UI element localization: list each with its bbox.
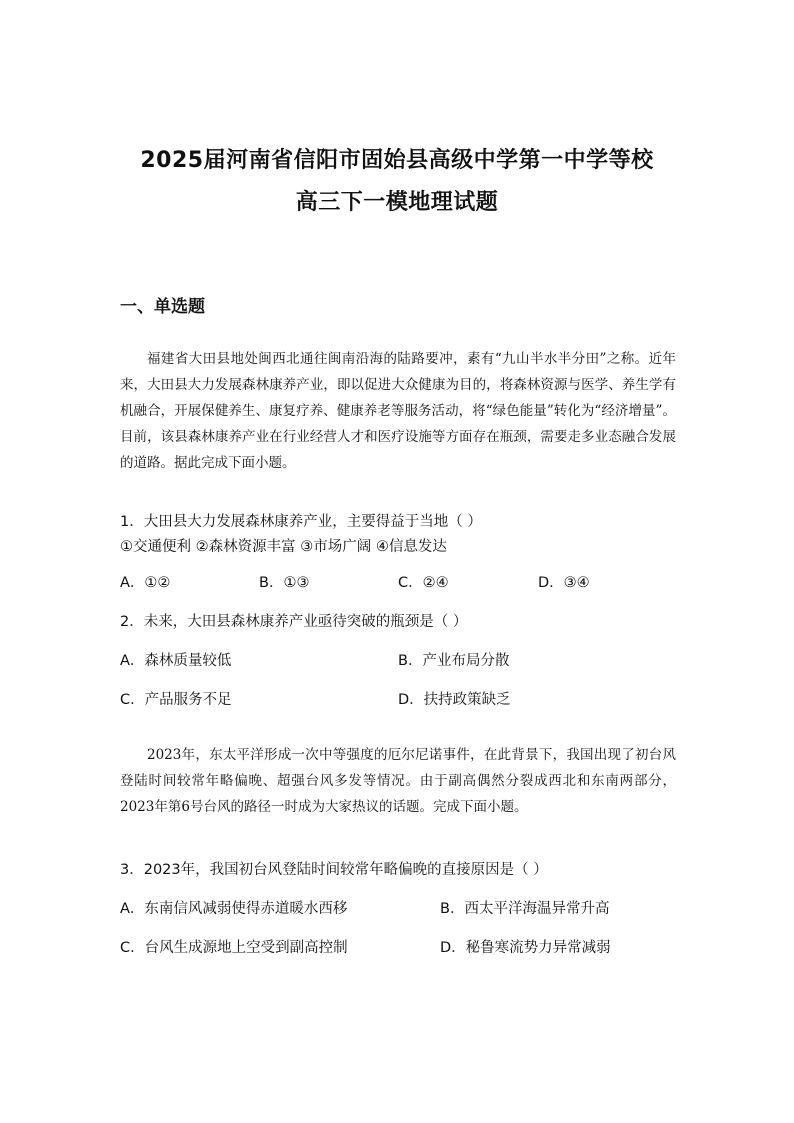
question-1-stem: 1．大田县大力发展森林康养产业，主要得益于当地（ ）: [120, 514, 482, 530]
question-3-option-b: B．西太平洋海温异常升高: [440, 901, 610, 917]
question-2-stem: 2．未来，大田县森林康养产业亟待突破的瓶颈是（ ）: [120, 614, 468, 630]
reading-passage-2: 2023年，东太平洋形成一次中等强度的厄尔尼诺事件，在此背景下，我国出现了初台风登陆时间较常年略偏晚、超强台风多发等情况。由于副高偶然分裂成西北和东南两部分，2023年第6号台风的路径一时成为大家热议的话题。完成下面小题。: [120, 747, 676, 815]
question-3-option-a: A．东南信风减弱使得赤道暖水西移: [120, 901, 348, 917]
question-2-option-d: D．扶持政策缺乏: [398, 692, 511, 708]
question-1-option-b: B．①③: [259, 575, 310, 591]
question-1-items: ①交通便利 ②森林资源丰富 ③市场广阔 ④信息发达: [120, 539, 447, 555]
question-3-stem: 3．2023年，我国初台风登陆时间较常年略偏晚的直接原因是（ ）: [120, 862, 548, 878]
section-heading: 一、单选题: [120, 297, 205, 317]
question-2-option-c: C．产品服务不足: [120, 692, 232, 708]
document-title-line1: 2025届河南省信阳市固始县高级中学第一中学等校: [140, 148, 654, 173]
reading-passage-1: 福建省大田县地处闽西北通往闽南沿海的陆路要冲，素有“九山半水半分田”之称。近年来，大田县大力发展森林康养产业，即以促进大众健康为目的，将森林资源与医学、养生学有机融合，开展保健养生、康复疗养、健康养老等服务活动，将“绿色能量”转化为“经济增量”。目前，该县森林康养产业在行业经营人才和医疗设施等方面存在瓶颈，需要走多业态融合发展的道路。据此完成下面小题。: [120, 351, 676, 471]
question-1-option-a: A．①②: [120, 575, 171, 591]
question-1-option-c: C．②④: [398, 575, 449, 591]
document-title-line2: 高三下一模地理试题: [295, 190, 499, 215]
question-2-option-a: A．森林质量较低: [120, 653, 232, 669]
question-1-option-d: D．③④: [538, 575, 590, 591]
question-2-option-b: B．产业布局分散: [398, 653, 510, 669]
question-3-option-c: C．台风生成源地上空受到副高控制: [120, 940, 348, 956]
question-3-option-d: D．秘鲁寒流势力异常减弱: [440, 940, 611, 956]
